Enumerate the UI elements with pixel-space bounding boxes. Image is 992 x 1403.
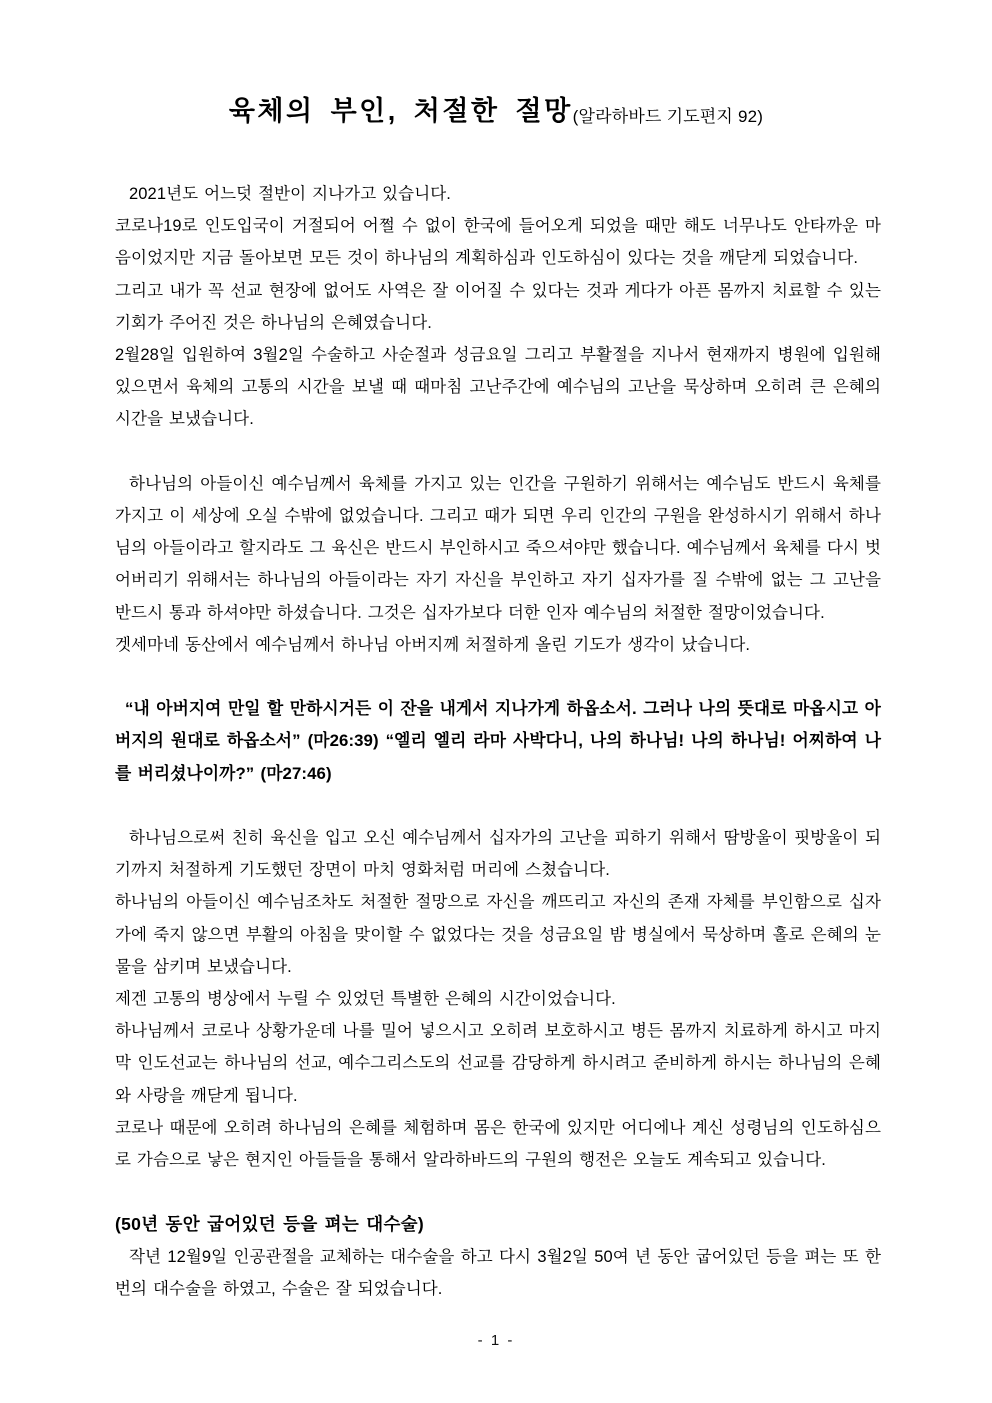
paragraph-4: 2월28일 입원하여 3월2일 수술하고 사순절과 성금요일 그리고 부활절을 지나서 현재까지 병원에 입원해 있으면서 육체의 고통의 시간을 보낼 때 때마침 고난주간에 예수님의 고난을 묵상하며 오히려 큰 은혜의 시간을 보냈습니다. (115, 346, 881, 429)
paragraph-10: 하나님께서 코로나 상황가운데 나를 밀어 넣으시고 오히려 보호하시고 병든 몸까지 치료하게 하시고 마지막 인도선교는 하나님의 선교, 예수그리스도의 선교를 감당하게 하시려고 준비하게 하시는 하나님의 은혜와 사랑을 깨닫게 됩니다. (115, 1022, 881, 1105)
page-title-subtitle: (알라하바드 기도편지 92) (572, 107, 764, 126)
section-heading-surgery: (50년 동안 굽어있던 등을 펴는 대수술) (115, 1214, 424, 1235)
paragraph-7: 하나님으로써 친히 육신을 입고 오신 예수님께서 십자가의 고난을 피하기 위해서 땀방울이 핏방울이 되기까지 처절하게 기도했던 장면이 마치 영화처럼 머리에 스쳤습니다. (115, 829, 881, 880)
paragraph-8: 하나님의 아들이신 예수님조차도 처절한 절망으로 자신을 깨뜨리고 자신의 존재 자체를 부인함으로 십자가에 죽지 않으면 부활의 아침을 맞이할 수 없었다는 것을 성금요일 밤 병실에서 묵상하며 홀로 은혜의 눈물을 삼키며 보냈습니다. (115, 893, 881, 976)
paragraph-12: 작년 12월9일 인공관절을 교체하는 대수술을 하고 다시 3월2일 50여 년 동안 굽어있던 등을 펴는 또 한 번의 대수술을 하였고, 수술은 잘 되었습니다. (115, 1247, 881, 1298)
paragraph-11: 코로나 때문에 오히려 하나님의 은혜를 체험하며 몸은 한국에 있지만 어디에나 계신 성령님의 인도하심으로 가슴으로 낳은 현지인 아들들을 통해서 알라하바드의 구원의 행전은 오늘도 계속되고 있습니다. (115, 1118, 881, 1170)
paragraph-9: 제겐 고통의 병상에서 누릴 수 있었던 특별한 은혜의 시간이었습니다. (115, 990, 616, 1009)
paragraph-6: 겟세마네 동산에서 예수님께서 하나님 아버지께 처절하게 올린 기도가 생각이 났습니다. (115, 635, 751, 654)
paragraph-spacer (115, 790, 881, 822)
scripture-quote: “내 아버지여 만일 할 만하시거든 이 잔을 내게서 지나가게 하옵소서. 그러나 나의 뜻대로 마옵시고 아버지의 원대로 하옵소서” (마26:39) “엘리 엘리 라마 사박다니, 나의 하나님! 나의 하나님! 어찌하여 나를 버리셨나이까?” (마27:46) (115, 699, 881, 783)
paragraph-5: 하나님의 아들이신 예수님께서 육체를 가지고 있는 인간을 구원하기 위해서는 예수님도 반드시 육체를 가지고 이 세상에 오실 수밖에 없었습니다. 그리고 때가 되면 우리 인간의 구원을 완성하시기 위해서 하나님의 아들이라고 할지라도 그 육신은 반드시 부인하시고 죽으셔야만 했습니다. 예수님께서 육체를 다시 벗어버리기 위해서는 하나님의 아들이라는 자기 자신을 부인하고 자기 십자가를 질 수밖에 없는 그 고난을 반드시 통과 하셔야만 하셨습니다. 그것은 십자가보다 더한 인자 예수님의 처절한 절망이었습니다. (115, 474, 881, 622)
paragraph-2: 코로나19로 인도입국이 거절되어 어쩔 수 없이 한국에 들어오게 되었을 때만 해도 너무나도 안타까운 마음이었지만 지금 돌아보면 모든 것이 하나님의 계획하심과 인도하심이 있다는 것을 깨닫게 되었습니다. (115, 217, 881, 268)
page-number-footer: - 1 - (477, 1332, 515, 1349)
page-title (0, 98, 992, 125)
document-body (115, 178, 881, 1305)
paragraph-spacer (115, 661, 881, 693)
paragraph-spacer (115, 1176, 881, 1208)
paragraph-spacer (115, 436, 881, 468)
page-title-main: 육체의 부인, 처절한 절망 (228, 96, 573, 126)
paragraph-1: 2021년도 어느덧 절반이 지나가고 있습니다. (129, 185, 451, 203)
paragraph-3: 그리고 내가 꼭 선교 현장에 없어도 사역은 잘 이어질 수 있다는 것과 게다가 아픈 몸까지 치료할 수 있는 기회가 주어진 것은 하나님의 은혜였습니다. (115, 281, 881, 332)
